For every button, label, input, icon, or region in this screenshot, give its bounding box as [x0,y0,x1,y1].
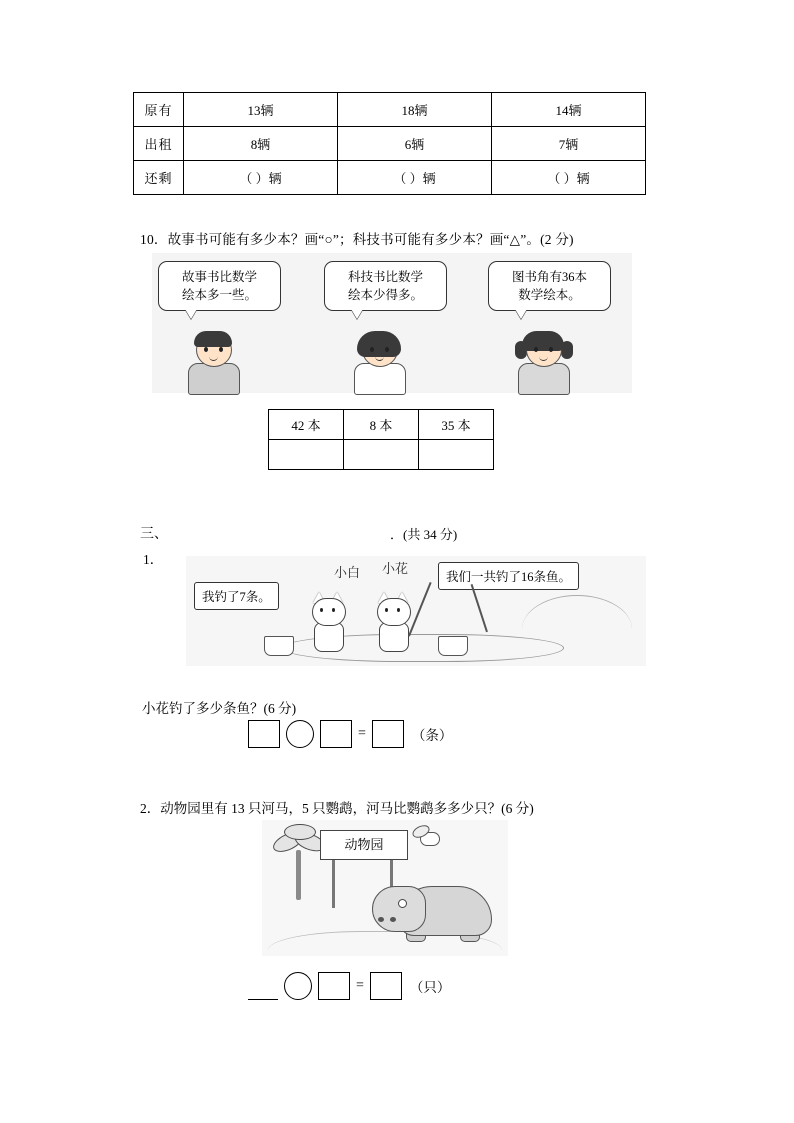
hippo-icon [372,880,492,942]
cat-figure-icon [306,598,350,650]
option-cell: 42 本 [269,410,344,440]
question-10-prompt: 10．故事书可能有多少本？画“○”；科技书可能有多少本？画“△”。(2 分) [140,232,574,247]
eye-shape [549,347,553,352]
eye-shape [398,899,407,908]
section-three-score: ．(共 34 分) [390,527,458,542]
q2-illustration [262,820,508,956]
zoo-sign-label: 动物园 [320,830,408,860]
answer-box[interactable] [248,720,280,748]
table-row [134,127,646,161]
answer-cell[interactable] [344,440,419,470]
hill-shape [522,595,632,636]
equals-sign: = [356,978,364,993]
bucket-icon [438,636,468,656]
bubble-line: 图书角有36本 [511,270,587,284]
cat-name-label-2: 小花 [382,561,409,576]
parrot-icon [412,826,446,852]
speech-bubble-2 [324,261,447,311]
eye-shape [397,608,400,612]
table-row [269,440,494,470]
speech-bubble-right: 我们一共钓了16条鱼。 [438,562,579,590]
vehicle-table [133,92,646,195]
speech-bubble-left: 我钓了7条。 [194,582,279,610]
trunk-shape [296,850,301,900]
question-1-text: 小花钓了多少条鱼？(6 分) [142,701,297,716]
boy-figure-icon [174,331,254,393]
body-shape [354,363,406,395]
cat-figure-icon [371,598,415,650]
answer-cell[interactable]: （ ）辆 [492,161,646,195]
answer-cell[interactable] [269,440,344,470]
question-1-number: 1． [143,552,164,567]
speech-bubble-1 [158,261,281,311]
question-2-text: 2．动物园里有 13 只河马，5 只鹦鹉，河马比鹦鹉多多少只？(6 分) [140,801,534,816]
body-shape [314,622,344,652]
table-row [134,93,646,127]
table-cell: 7辆 [492,127,646,161]
row-label: 出租 [134,127,184,161]
option-cell: 8 本 [344,410,419,440]
result-box[interactable] [370,972,402,1000]
answer-blank[interactable] [248,973,278,1000]
answer-cell[interactable]: （ ）辆 [184,161,338,195]
body-shape [518,363,570,395]
answer-cell[interactable]: （ ）辆 [338,161,492,195]
eye-shape [385,608,388,612]
table-cell: 13辆 [184,93,338,127]
result-box[interactable] [372,720,404,748]
table-cell: 8辆 [184,127,338,161]
bubble-line: 绘本多一些。 [181,288,257,302]
bubble-line: 绘本少得多。 [347,288,423,302]
eye-shape [204,347,208,352]
palm-tree-icon [276,828,322,898]
fishing-rod-icon [471,584,488,632]
nostril-shape [390,917,396,922]
eye-shape [332,608,335,612]
table-cell: 6辆 [338,127,492,161]
table-cell: 14辆 [492,93,646,127]
speech-bubble-3 [488,261,611,311]
section-three-label: 三、 [140,527,168,542]
bubble-tail-icon [185,309,197,319]
girl-figure-icon [340,331,420,393]
unit-label: （条） [411,728,453,743]
hair-shape [194,331,232,347]
hair-shape [357,331,401,357]
bubble-tail-icon [351,309,363,319]
bubble-tail-icon [515,309,527,319]
row-label: 还剩 [134,161,184,195]
unit-label: （只） [409,980,451,995]
head-shape [377,598,411,626]
eye-shape [370,347,374,352]
q10-answer-table [268,409,494,470]
bucket-icon [264,636,294,656]
cat-name-label-1: 小白 [334,565,361,580]
eye-shape [219,347,223,352]
equals-sign: = [358,726,366,741]
nostril-shape [378,917,384,922]
leaf-shape [284,824,316,840]
girl-pigtails-figure-icon [504,331,584,393]
row-label: 原有 [134,93,184,127]
body-shape [188,363,240,395]
eye-shape [320,608,323,612]
sign-post-shape [332,858,335,908]
question-2-equation [248,972,450,1000]
head-shape [312,598,346,626]
answer-cell[interactable] [419,440,494,470]
answer-box[interactable] [320,720,352,748]
bubble-line: 数学绘本。 [518,288,581,302]
body-shape [379,622,409,652]
option-cell: 35 本 [419,410,494,440]
eye-shape [534,347,538,352]
operator-circle[interactable] [284,972,312,1000]
table-row [269,410,494,440]
answer-box[interactable] [318,972,350,1000]
question-1-equation [248,720,452,748]
hair-shape [522,331,564,351]
bubble-line: 故事书比数学 [181,270,257,284]
operator-circle[interactable] [286,720,314,748]
table-row [134,161,646,195]
q1-illustration [186,556,646,666]
table-cell: 18辆 [338,93,492,127]
q10-illustration [152,253,632,393]
eye-shape [385,347,389,352]
head-shape [372,886,426,932]
bubble-line: 科技书比数学 [347,270,423,284]
